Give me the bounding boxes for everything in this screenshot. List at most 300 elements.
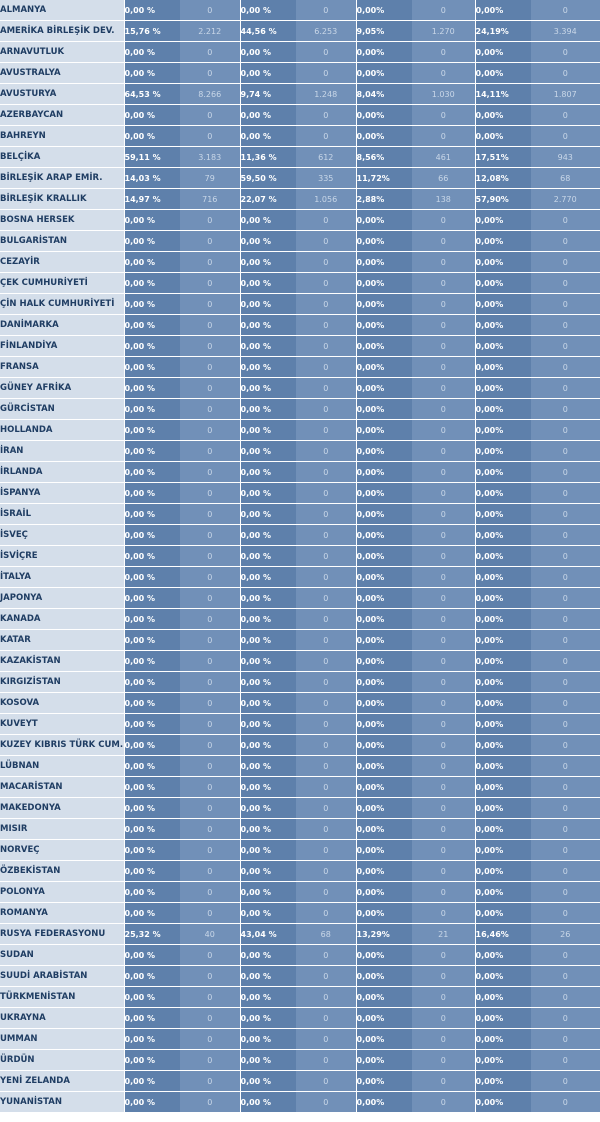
table-row bbox=[0, 0, 600, 21]
count-cell: 0 bbox=[531, 525, 600, 546]
percent-cell: 0,00 % bbox=[240, 504, 296, 525]
percent-cell: 0,00 % bbox=[124, 714, 180, 735]
count-cell: 0 bbox=[180, 756, 240, 777]
count-cell: 0 bbox=[531, 357, 600, 378]
percent-cell: 0,00 % bbox=[124, 861, 180, 882]
count-cell: 0 bbox=[180, 1029, 240, 1050]
percent-cell: 0,00% bbox=[475, 1008, 531, 1029]
percent-cell: 0,00% bbox=[475, 819, 531, 840]
country-name: DANİMARKA bbox=[0, 315, 124, 336]
table-row bbox=[0, 147, 600, 168]
count-cell: 0 bbox=[296, 273, 356, 294]
percent-cell: 17,51% bbox=[475, 147, 531, 168]
count-cell: 0 bbox=[531, 378, 600, 399]
table-row bbox=[0, 273, 600, 294]
percent-cell: 0,00% bbox=[356, 777, 412, 798]
percent-cell: 0,00 % bbox=[124, 378, 180, 399]
percent-cell: 0,00% bbox=[356, 546, 412, 567]
percent-cell: 0,00 % bbox=[240, 231, 296, 252]
percent-cell: 0,00% bbox=[356, 315, 412, 336]
percent-cell: 16,46% bbox=[475, 924, 531, 945]
count-cell: 0 bbox=[296, 525, 356, 546]
count-cell: 0 bbox=[180, 609, 240, 630]
percent-cell: 0,00% bbox=[356, 231, 412, 252]
count-cell: 66 bbox=[412, 168, 475, 189]
percent-cell: 0,00% bbox=[356, 756, 412, 777]
percent-cell: 0,00 % bbox=[240, 777, 296, 798]
country-name: JAPONYA bbox=[0, 588, 124, 609]
count-cell: 0 bbox=[296, 798, 356, 819]
percent-cell: 0,00 % bbox=[240, 882, 296, 903]
table-row bbox=[0, 189, 600, 210]
percent-cell: 0,00 % bbox=[124, 945, 180, 966]
count-cell: 0 bbox=[180, 378, 240, 399]
country-name: BİRLEŞİK ARAP EMİR. bbox=[0, 168, 124, 189]
count-cell: 0 bbox=[412, 861, 475, 882]
count-cell: 0 bbox=[531, 252, 600, 273]
count-cell: 0 bbox=[180, 1050, 240, 1071]
count-cell: 0 bbox=[180, 483, 240, 504]
percent-cell: 0,00% bbox=[475, 525, 531, 546]
table-row bbox=[0, 21, 600, 42]
country-name: ROMANYA bbox=[0, 903, 124, 924]
count-cell: 0 bbox=[296, 441, 356, 462]
count-cell: 0 bbox=[296, 1029, 356, 1050]
percent-cell: 0,00% bbox=[356, 504, 412, 525]
table-row bbox=[0, 630, 600, 651]
percent-cell: 0,00 % bbox=[240, 756, 296, 777]
country-name: KUZEY KIBRIS TÜRK CUM. bbox=[0, 735, 124, 756]
count-cell: 0 bbox=[296, 0, 356, 21]
count-cell: 0 bbox=[180, 1008, 240, 1029]
percent-cell: 0,00% bbox=[356, 630, 412, 651]
count-cell: 0 bbox=[412, 882, 475, 903]
percent-cell: 0,00 % bbox=[240, 105, 296, 126]
percent-cell: 0,00 % bbox=[124, 735, 180, 756]
percent-cell: 0,00% bbox=[475, 231, 531, 252]
count-cell: 0 bbox=[296, 672, 356, 693]
table-row bbox=[0, 546, 600, 567]
percent-cell: 11,36 % bbox=[240, 147, 296, 168]
table-row bbox=[0, 1092, 600, 1113]
count-cell: 0 bbox=[412, 1050, 475, 1071]
count-cell: 0 bbox=[296, 420, 356, 441]
percent-cell: 0,00% bbox=[475, 42, 531, 63]
percent-cell: 57,90% bbox=[475, 189, 531, 210]
percent-cell: 0,00% bbox=[475, 336, 531, 357]
percent-cell: 0,00 % bbox=[240, 651, 296, 672]
percent-cell: 0,00 % bbox=[124, 672, 180, 693]
count-cell: 0 bbox=[412, 378, 475, 399]
percent-cell: 0,00% bbox=[356, 672, 412, 693]
count-cell: 0 bbox=[296, 126, 356, 147]
table-row bbox=[0, 315, 600, 336]
country-name: ÜRDÜN bbox=[0, 1050, 124, 1071]
table-row bbox=[0, 1071, 600, 1092]
table-row bbox=[0, 924, 600, 945]
percent-cell: 0,00 % bbox=[124, 399, 180, 420]
count-cell: 0 bbox=[412, 336, 475, 357]
percent-cell: 0,00% bbox=[475, 903, 531, 924]
country-name: BAHREYN bbox=[0, 126, 124, 147]
count-cell: 0 bbox=[180, 546, 240, 567]
percent-cell: 0,00% bbox=[475, 273, 531, 294]
table-row bbox=[0, 714, 600, 735]
table-row bbox=[0, 42, 600, 63]
count-cell: 0 bbox=[531, 651, 600, 672]
percent-cell: 0,00% bbox=[356, 210, 412, 231]
count-cell: 0 bbox=[531, 672, 600, 693]
percent-cell: 8,56% bbox=[356, 147, 412, 168]
percent-cell: 0,00 % bbox=[124, 126, 180, 147]
count-cell: 0 bbox=[531, 903, 600, 924]
percent-cell: 0,00% bbox=[356, 1071, 412, 1092]
count-cell: 0 bbox=[412, 945, 475, 966]
percent-cell: 0,00 % bbox=[240, 0, 296, 21]
count-cell: 0 bbox=[412, 42, 475, 63]
percent-cell: 0,00 % bbox=[240, 315, 296, 336]
percent-cell: 0,00% bbox=[475, 357, 531, 378]
count-cell: 0 bbox=[531, 504, 600, 525]
count-cell: 0 bbox=[412, 630, 475, 651]
count-cell: 0 bbox=[296, 357, 356, 378]
count-cell: 0 bbox=[180, 651, 240, 672]
percent-cell: 0,00% bbox=[356, 798, 412, 819]
count-cell: 0 bbox=[531, 798, 600, 819]
percent-cell: 43,04 % bbox=[240, 924, 296, 945]
count-cell: 335 bbox=[296, 168, 356, 189]
table-row bbox=[0, 84, 600, 105]
percent-cell: 0,00% bbox=[356, 651, 412, 672]
percent-cell: 0,00 % bbox=[124, 1008, 180, 1029]
country-name: AVUSTRALYA bbox=[0, 63, 124, 84]
count-cell: 0 bbox=[412, 588, 475, 609]
percent-cell: 0,00% bbox=[475, 399, 531, 420]
count-cell: 0 bbox=[296, 63, 356, 84]
count-cell: 1.270 bbox=[412, 21, 475, 42]
country-name: İSVEÇ bbox=[0, 525, 124, 546]
percent-cell: 0,00 % bbox=[124, 504, 180, 525]
percent-cell: 0,00 % bbox=[124, 315, 180, 336]
count-cell: 0 bbox=[531, 609, 600, 630]
percent-cell: 0,00% bbox=[356, 903, 412, 924]
count-cell: 79 bbox=[180, 168, 240, 189]
count-cell: 0 bbox=[531, 840, 600, 861]
count-cell: 0 bbox=[531, 882, 600, 903]
count-cell: 0 bbox=[296, 714, 356, 735]
count-cell: 0 bbox=[412, 693, 475, 714]
count-cell: 0 bbox=[531, 567, 600, 588]
table-row bbox=[0, 210, 600, 231]
percent-cell: 59,50 % bbox=[240, 168, 296, 189]
table-row bbox=[0, 399, 600, 420]
count-cell: 0 bbox=[531, 210, 600, 231]
count-cell: 0 bbox=[531, 126, 600, 147]
percent-cell: 0,00 % bbox=[124, 210, 180, 231]
country-name: HOLLANDA bbox=[0, 420, 124, 441]
percent-cell: 0,00 % bbox=[240, 357, 296, 378]
count-cell: 0 bbox=[180, 399, 240, 420]
country-name: ÇİN HALK CUMHURİYETİ bbox=[0, 294, 124, 315]
percent-cell: 0,00 % bbox=[240, 945, 296, 966]
percent-cell: 0,00% bbox=[356, 336, 412, 357]
percent-cell: 0,00 % bbox=[124, 462, 180, 483]
count-cell: 0 bbox=[180, 441, 240, 462]
country-name: MACARİSTAN bbox=[0, 777, 124, 798]
percent-cell: 0,00% bbox=[475, 462, 531, 483]
percent-cell: 0,00% bbox=[475, 420, 531, 441]
count-cell: 0 bbox=[296, 210, 356, 231]
count-cell: 0 bbox=[531, 588, 600, 609]
count-cell: 0 bbox=[531, 273, 600, 294]
percent-cell: 0,00% bbox=[475, 126, 531, 147]
count-cell: 0 bbox=[180, 336, 240, 357]
count-cell: 0 bbox=[180, 42, 240, 63]
count-cell: 0 bbox=[180, 672, 240, 693]
percent-cell: 0,00 % bbox=[124, 231, 180, 252]
count-cell: 0 bbox=[296, 294, 356, 315]
table-row bbox=[0, 840, 600, 861]
count-cell: 612 bbox=[296, 147, 356, 168]
count-cell: 0 bbox=[531, 546, 600, 567]
percent-cell: 0,00 % bbox=[124, 1071, 180, 1092]
percent-cell: 0,00 % bbox=[240, 210, 296, 231]
percent-cell: 15,76 % bbox=[124, 21, 180, 42]
count-cell: 0 bbox=[180, 903, 240, 924]
percent-cell: 0,00% bbox=[356, 42, 412, 63]
count-cell: 0 bbox=[180, 462, 240, 483]
table-row bbox=[0, 966, 600, 987]
percent-cell: 0,00 % bbox=[240, 609, 296, 630]
percent-cell: 0,00 % bbox=[124, 798, 180, 819]
count-cell: 68 bbox=[531, 168, 600, 189]
country-name: LÜBNAN bbox=[0, 756, 124, 777]
table-row bbox=[0, 693, 600, 714]
percent-cell: 0,00% bbox=[356, 273, 412, 294]
count-cell: 0 bbox=[412, 735, 475, 756]
percent-cell: 0,00% bbox=[475, 546, 531, 567]
percent-cell: 0,00 % bbox=[240, 840, 296, 861]
percent-cell: 0,00 % bbox=[240, 252, 296, 273]
percent-cell: 0,00 % bbox=[240, 1029, 296, 1050]
count-cell: 0 bbox=[412, 1092, 475, 1113]
percent-cell: 24,19% bbox=[475, 21, 531, 42]
count-cell: 0 bbox=[531, 441, 600, 462]
count-cell: 0 bbox=[296, 315, 356, 336]
count-cell: 0 bbox=[296, 1092, 356, 1113]
count-cell: 0 bbox=[296, 378, 356, 399]
count-cell: 0 bbox=[412, 966, 475, 987]
percent-cell: 22,07 % bbox=[240, 189, 296, 210]
percent-cell: 13,29% bbox=[356, 924, 412, 945]
count-cell: 0 bbox=[296, 546, 356, 567]
percent-cell: 0,00 % bbox=[240, 378, 296, 399]
table-row bbox=[0, 945, 600, 966]
percent-cell: 0,00 % bbox=[124, 1092, 180, 1113]
percent-cell: 0,00 % bbox=[240, 126, 296, 147]
count-cell: 0 bbox=[412, 483, 475, 504]
percent-cell: 0,00% bbox=[475, 840, 531, 861]
country-name: GÜNEY AFRİKA bbox=[0, 378, 124, 399]
percent-cell: 0,00 % bbox=[124, 525, 180, 546]
count-cell: 21 bbox=[412, 924, 475, 945]
count-cell: 0 bbox=[296, 1071, 356, 1092]
percent-cell: 0,00 % bbox=[124, 630, 180, 651]
percent-cell: 0,00% bbox=[475, 504, 531, 525]
percent-cell: 0,00 % bbox=[124, 252, 180, 273]
count-cell: 0 bbox=[296, 840, 356, 861]
percent-cell: 0,00% bbox=[475, 861, 531, 882]
count-cell: 0 bbox=[180, 882, 240, 903]
count-cell: 0 bbox=[296, 903, 356, 924]
percent-cell: 9,05% bbox=[356, 21, 412, 42]
percent-cell: 0,00% bbox=[475, 735, 531, 756]
percent-cell: 11,72% bbox=[356, 168, 412, 189]
count-cell: 0 bbox=[180, 63, 240, 84]
count-cell: 0 bbox=[531, 987, 600, 1008]
count-cell: 0 bbox=[296, 819, 356, 840]
percent-cell: 0,00 % bbox=[124, 105, 180, 126]
count-cell: 0 bbox=[296, 42, 356, 63]
country-name: BULGARİSTAN bbox=[0, 231, 124, 252]
table-row bbox=[0, 777, 600, 798]
percent-cell: 0,00 % bbox=[124, 567, 180, 588]
table-row bbox=[0, 882, 600, 903]
count-cell: 0 bbox=[531, 420, 600, 441]
percent-cell: 0,00% bbox=[475, 294, 531, 315]
percent-cell: 0,00 % bbox=[240, 1050, 296, 1071]
percent-cell: 0,00 % bbox=[124, 483, 180, 504]
count-cell: 0 bbox=[412, 1008, 475, 1029]
count-cell: 0 bbox=[531, 756, 600, 777]
percent-cell: 0,00% bbox=[475, 1050, 531, 1071]
country-name: GÜRCİSTAN bbox=[0, 399, 124, 420]
count-cell: 0 bbox=[412, 231, 475, 252]
count-cell: 0 bbox=[412, 315, 475, 336]
country-name: İTALYA bbox=[0, 567, 124, 588]
country-name: MISIR bbox=[0, 819, 124, 840]
count-cell: 0 bbox=[296, 504, 356, 525]
count-cell: 0 bbox=[531, 1092, 600, 1113]
percent-cell: 0,00 % bbox=[124, 357, 180, 378]
count-cell: 0 bbox=[531, 945, 600, 966]
count-cell: 0 bbox=[296, 777, 356, 798]
percent-cell: 0,00% bbox=[475, 1092, 531, 1113]
country-name: İRAN bbox=[0, 441, 124, 462]
count-cell: 0 bbox=[531, 714, 600, 735]
percent-cell: 0,00 % bbox=[240, 420, 296, 441]
percent-cell: 0,00 % bbox=[124, 294, 180, 315]
country-name: AMERİKA BİRLEŞİK DEV. bbox=[0, 21, 124, 42]
percent-cell: 0,00% bbox=[475, 651, 531, 672]
count-cell: 0 bbox=[412, 777, 475, 798]
count-cell: 0 bbox=[531, 777, 600, 798]
percent-cell: 0,00% bbox=[356, 399, 412, 420]
percent-cell: 0,00% bbox=[356, 105, 412, 126]
table-row bbox=[0, 504, 600, 525]
percent-cell: 0,00% bbox=[475, 672, 531, 693]
country-name: KOSOVA bbox=[0, 693, 124, 714]
count-cell: 0 bbox=[531, 483, 600, 504]
country-name: POLONYA bbox=[0, 882, 124, 903]
count-cell: 0 bbox=[531, 315, 600, 336]
table-row bbox=[0, 63, 600, 84]
count-cell: 0 bbox=[412, 798, 475, 819]
percent-cell: 0,00 % bbox=[124, 777, 180, 798]
table-row bbox=[0, 567, 600, 588]
percent-cell: 0,00 % bbox=[124, 42, 180, 63]
percent-cell: 0,00% bbox=[356, 819, 412, 840]
count-cell: 0 bbox=[531, 105, 600, 126]
table-row bbox=[0, 861, 600, 882]
country-name: KAZAKİSTAN bbox=[0, 651, 124, 672]
percent-cell: 0,00% bbox=[356, 441, 412, 462]
country-name: KIRGIZİSTAN bbox=[0, 672, 124, 693]
count-cell: 0 bbox=[412, 63, 475, 84]
percent-cell: 0,00 % bbox=[124, 546, 180, 567]
count-cell: 0 bbox=[296, 861, 356, 882]
percent-cell: 0,00% bbox=[356, 126, 412, 147]
count-cell: 0 bbox=[180, 0, 240, 21]
percent-cell: 0,00% bbox=[356, 735, 412, 756]
table-row bbox=[0, 357, 600, 378]
count-cell: 0 bbox=[412, 210, 475, 231]
table-row bbox=[0, 903, 600, 924]
percent-cell: 64,53 % bbox=[124, 84, 180, 105]
percent-cell: 0,00% bbox=[356, 378, 412, 399]
count-cell: 0 bbox=[531, 735, 600, 756]
count-cell: 461 bbox=[412, 147, 475, 168]
country-name: ALMANYA bbox=[0, 0, 124, 21]
country-name: KUVEYT bbox=[0, 714, 124, 735]
percent-cell: 0,00 % bbox=[240, 525, 296, 546]
count-cell: 0 bbox=[412, 651, 475, 672]
percent-cell: 0,00% bbox=[356, 882, 412, 903]
count-cell: 6.253 bbox=[296, 21, 356, 42]
count-cell: 0 bbox=[180, 945, 240, 966]
count-cell: 0 bbox=[296, 966, 356, 987]
percent-cell: 0,00 % bbox=[240, 966, 296, 987]
count-cell: 0 bbox=[296, 882, 356, 903]
count-cell: 0 bbox=[531, 630, 600, 651]
country-name: UMMAN bbox=[0, 1029, 124, 1050]
percent-cell: 2,88% bbox=[356, 189, 412, 210]
count-cell: 0 bbox=[531, 1071, 600, 1092]
percent-cell: 0,00 % bbox=[240, 987, 296, 1008]
percent-cell: 0,00% bbox=[475, 945, 531, 966]
country-name: ÇEK CUMHURİYETİ bbox=[0, 273, 124, 294]
count-cell: 0 bbox=[180, 840, 240, 861]
count-cell: 0 bbox=[180, 714, 240, 735]
percent-cell: 0,00% bbox=[356, 987, 412, 1008]
percent-cell: 59,11 % bbox=[124, 147, 180, 168]
percent-cell: 0,00% bbox=[475, 1029, 531, 1050]
table-row bbox=[0, 1029, 600, 1050]
count-cell: 0 bbox=[531, 1008, 600, 1029]
country-name: SUUDİ ARABİSTAN bbox=[0, 966, 124, 987]
count-cell: 26 bbox=[531, 924, 600, 945]
country-name: KANADA bbox=[0, 609, 124, 630]
percent-cell: 14,97 % bbox=[124, 189, 180, 210]
percent-cell: 0,00% bbox=[475, 693, 531, 714]
percent-cell: 0,00 % bbox=[124, 903, 180, 924]
percent-cell: 0,00 % bbox=[240, 714, 296, 735]
percent-cell: 0,00% bbox=[475, 588, 531, 609]
percent-cell: 0,00 % bbox=[124, 882, 180, 903]
count-cell: 0 bbox=[412, 567, 475, 588]
count-cell: 0 bbox=[531, 42, 600, 63]
percent-cell: 0,00% bbox=[356, 483, 412, 504]
